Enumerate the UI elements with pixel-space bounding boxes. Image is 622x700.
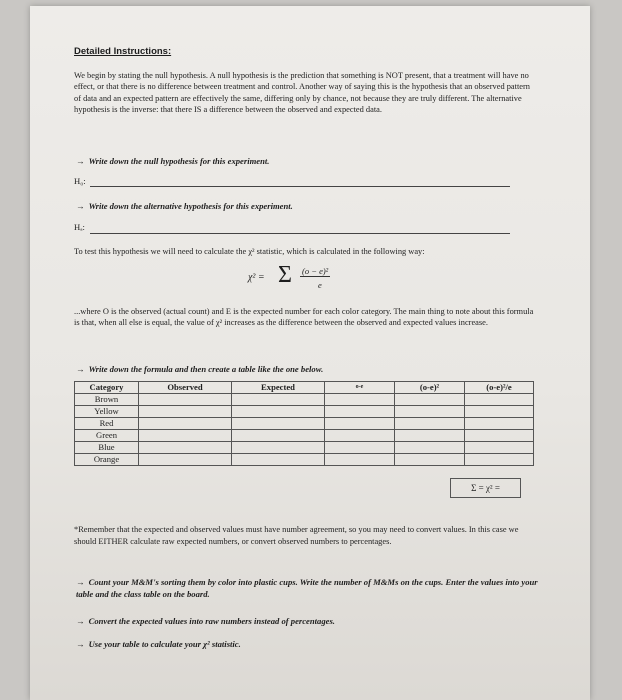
table-row	[75, 442, 534, 454]
cell-input[interactable]	[232, 394, 325, 406]
category-brown: Brown	[75, 394, 139, 406]
chi-square-table	[74, 381, 534, 466]
step-null-hypothesis	[76, 156, 269, 166]
step-create-table	[76, 364, 323, 374]
step-count-mms	[76, 576, 538, 600]
category-green: Green	[75, 430, 139, 442]
cell-input[interactable]	[232, 454, 325, 466]
arrow-icon: →	[76, 201, 85, 211]
arrow-icon: →	[76, 616, 85, 626]
cell-input[interactable]	[139, 418, 232, 430]
sum-label: Σ = χ² =	[471, 483, 500, 493]
cell-input[interactable]	[325, 454, 395, 466]
cell-input[interactable]	[395, 406, 465, 418]
cell-input[interactable]	[465, 418, 534, 430]
step-alt-text: Write down the alternative hypothesis for this experiment.	[88, 201, 293, 211]
formula-numerator: (o − e)²	[302, 266, 329, 276]
cell-input[interactable]	[139, 406, 232, 418]
cell-input[interactable]	[232, 406, 325, 418]
sigma-icon: Σ	[278, 262, 292, 288]
header-squared-diff: (o-e)²	[395, 382, 465, 394]
cell-input[interactable]	[139, 442, 232, 454]
header-chi-component: (o-e)²/e	[465, 382, 534, 394]
arrow-icon: →	[76, 156, 85, 166]
cell-input[interactable]	[465, 454, 534, 466]
ha-answer-line[interactable]	[90, 233, 510, 234]
cell-input[interactable]	[465, 394, 534, 406]
cell-input[interactable]	[395, 430, 465, 442]
table-row	[75, 418, 534, 430]
cell-input[interactable]	[395, 454, 465, 466]
worksheet-page	[30, 6, 590, 700]
cell-input[interactable]	[232, 418, 325, 430]
cell-input[interactable]	[139, 454, 232, 466]
header-expected: Expected	[232, 382, 325, 394]
cell-input[interactable]	[139, 430, 232, 442]
header-category: Category	[75, 382, 139, 394]
cell-input[interactable]	[465, 430, 534, 442]
arrow-icon: →	[76, 364, 85, 374]
step-calc-statistic	[76, 639, 241, 649]
cell-input[interactable]	[325, 406, 395, 418]
table-header-row	[75, 382, 534, 394]
arrow-icon: →	[76, 577, 85, 587]
step-convert-text: Convert the expected values into raw numbers instead of percentages.	[88, 616, 335, 626]
formula-lhs: χ² =	[248, 272, 265, 283]
test-sentence: To test this hypothesis we will need to calculate the χ² statistic, which is calculated in the following way:	[74, 247, 425, 256]
cell-input[interactable]	[325, 430, 395, 442]
cell-input[interactable]	[232, 442, 325, 454]
formula-explanation: ...where O is the observed (actual count) and E is the expected number for each color category. The main thing to note about this formula is that, when all else is equal, the value of χ² increases as the difference between the observed and expected values increase.	[74, 307, 534, 328]
cell-input[interactable]	[139, 394, 232, 406]
cell-input[interactable]	[395, 418, 465, 430]
chi-square-sum-box[interactable]	[450, 478, 521, 498]
category-yellow: Yellow	[75, 406, 139, 418]
table-row	[75, 394, 534, 406]
cell-input[interactable]	[465, 442, 534, 454]
chi-square-formula	[248, 264, 408, 298]
header-o-minus-e: o-e	[325, 382, 395, 394]
intro-paragraph: We begin by stating the null hypothesis. A null hypothesis is the prediction that something is NOT present, that a treatment will have no effect, or that there is no difference between treatment and control. Another way of saying this is the hypothesis that an observed pattern of data and an expected pattern are effectively the same, differing only by chance, not because they are truly different. The alternative hypothesis is the inverse: that there IS a difference between the observed and expected data.	[74, 71, 530, 115]
cell-input[interactable]	[395, 394, 465, 406]
formula-denominator: e	[318, 280, 322, 290]
h0-answer-line[interactable]	[90, 186, 510, 187]
step-convert-values	[76, 616, 335, 626]
table-row	[75, 430, 534, 442]
header-observed: Observed	[139, 382, 232, 394]
h0-label: H₀:	[74, 176, 86, 186]
cell-input[interactable]	[465, 406, 534, 418]
category-orange: Orange	[75, 454, 139, 466]
cell-input[interactable]	[325, 442, 395, 454]
cell-input[interactable]	[325, 418, 395, 430]
category-red: Red	[75, 418, 139, 430]
step-alt-hypothesis	[76, 201, 293, 211]
table-row	[75, 454, 534, 466]
cell-input[interactable]	[325, 394, 395, 406]
step-count-text: Count your M&M's sorting them by color into plastic cups. Write the number of M&Ms on the cups. Enter the values into your table and the class table on the board.	[76, 577, 538, 599]
step-null-text: Write down the null hypothesis for this experiment.	[88, 156, 270, 166]
table-row	[75, 406, 534, 418]
category-blue: Blue	[75, 442, 139, 454]
cell-input[interactable]	[232, 430, 325, 442]
remember-note: *Remember that the expected and observed values must have number agreement, so you may need to convert values. In this case we should EITHER calculate raw expected numbers, or convert observed numbers to percentages.	[74, 525, 519, 546]
page-heading: Detailed Instructions:	[74, 46, 172, 57]
cell-input[interactable]	[395, 442, 465, 454]
step-use-text: Use your table to calculate your χ² statistic.	[88, 639, 241, 649]
ha-label: Hₐ:	[74, 222, 85, 232]
arrow-icon: →	[76, 639, 85, 649]
step-table-text: Write down the formula and then create a table like the one below.	[88, 364, 324, 374]
